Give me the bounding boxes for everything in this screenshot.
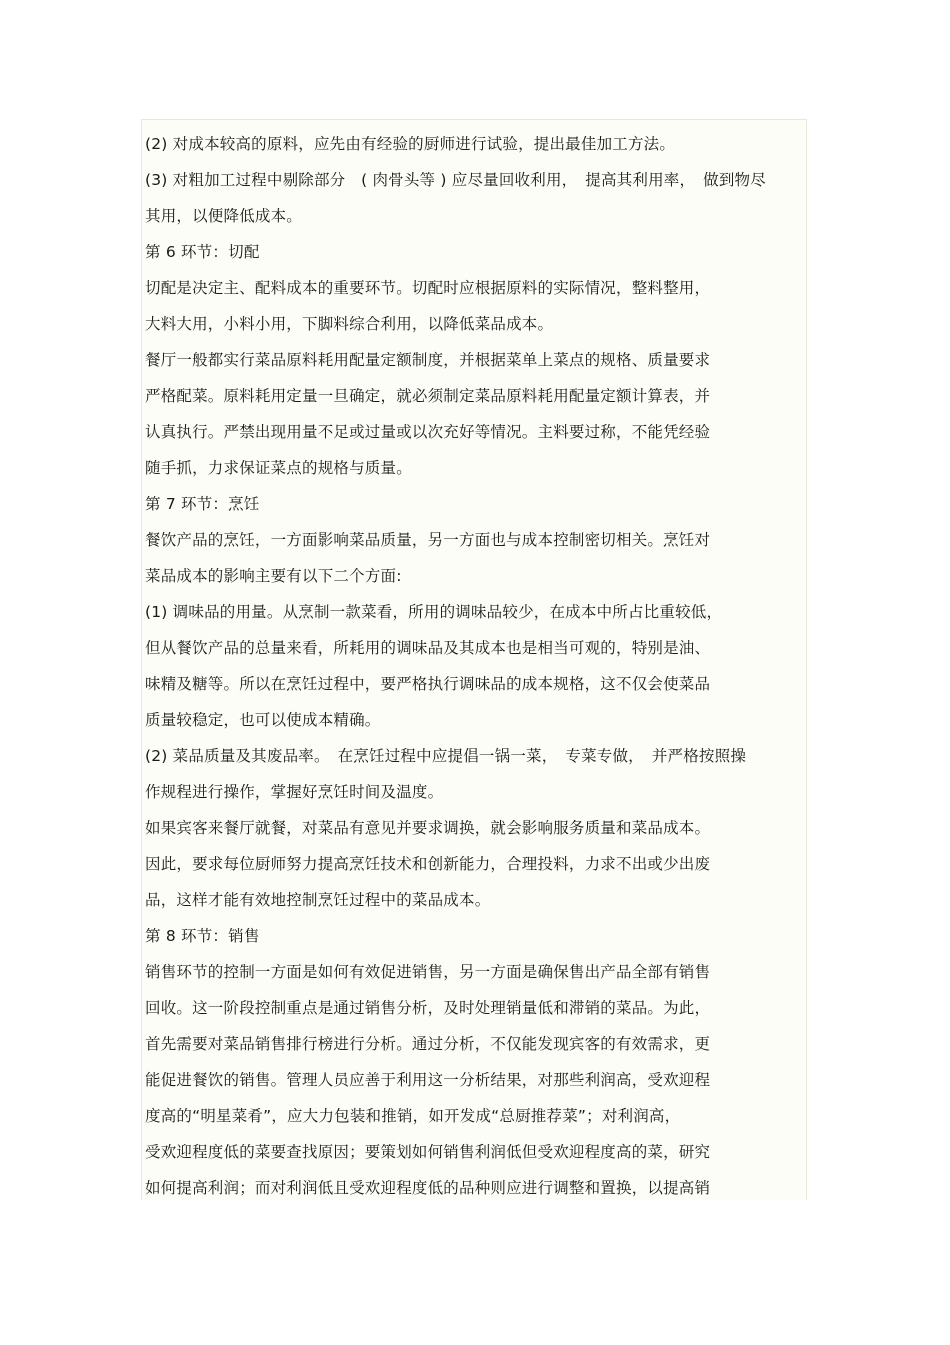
paragraph-line: 餐饮产品的烹饪，一方面影响菜品质量，另一方面也与成本控制密切相关。烹饪对 (145, 531, 711, 549)
paragraph-line: (3) 对粗加工过程中剔除部分 ( 肉骨头等 ) 应尽量回收利用， 提高其利用率， 做到物尽 (145, 171, 766, 189)
paragraph-line: 质量较稳定，也可以使成本精确。 (145, 711, 381, 729)
paragraph-line: 受欢迎程度低的菜要查找原因；要策划如何销售利润低但受欢迎程度高的菜，研究 (145, 1143, 711, 1161)
paragraph-line: 品，这样才能有效地控制烹饪过程中的菜品成本。 (145, 891, 491, 909)
paragraph-line: 菜品成本的影响主要有以下二个方面: (145, 567, 402, 585)
paragraph-line: 随手抓，力求保证菜点的规格与质量。 (145, 459, 412, 477)
paragraph-line: (2) 对成本较高的原料，应先由有经验的厨师进行试验，提出最佳加工方法。 (145, 135, 676, 153)
paragraph-line: 能促进餐饮的销售。管理人员应善于利用这一分析结果，对那些利润高，受欢迎程 (145, 1071, 711, 1089)
document-page (141, 119, 807, 1200)
paragraph-line: 其用，以便降低成本。 (145, 207, 303, 225)
paragraph-line: 因此，要求每位厨师努力提高烹饪技术和创新能力，合理投料，力求不出或少出废 (145, 855, 711, 873)
paragraph-line: 认真执行。严禁出现用量不足或过量或以次充好等情况。主料要过称，不能凭经验 (145, 423, 711, 441)
paragraph-line: 切配是决定主、配料成本的重要环节。切配时应根据原料的实际情况，整料整用， (145, 279, 711, 297)
paragraph-line: 度高的“明星菜肴”，应大力包装和推销，如开发成“总厨推荐菜”；对利润高， (145, 1107, 681, 1125)
paragraph-line: 首先需要对菜品销售排行榜进行分析。通过分析，不仅能发现宾客的有效需求，更 (145, 1035, 711, 1053)
paragraph-line: 作规程进行操作，掌握好烹饪时间及温度。 (145, 783, 444, 801)
section-heading: 第 6 环节：切配 (145, 243, 260, 261)
paragraph-line: 回收。这一阶段控制重点是通过销售分析，及时处理销量低和滞销的菜品。为此， (145, 999, 711, 1017)
paragraph-line: 严格配菜。原料耗用定量一旦确定，就必须制定菜品原料耗用配量定额计算表，并 (145, 387, 711, 405)
paragraph-line: 销售环节的控制一方面是如何有效促进销售，另一方面是确保售出产品全部有销售 (145, 963, 711, 981)
document-body (142, 126, 806, 1206)
paragraph-line: (1) 调味品的用量。从烹制一款菜看，所用的调味品较少，在成本中所占比重较低， (145, 603, 723, 621)
paragraph-line: 餐厅一般都实行菜品原料耗用配量定额制度，并根据菜单上菜点的规格、质量要求 (145, 351, 711, 369)
paragraph-line: 但从餐饮产品的总量来看，所耗用的调味品及其成本也是相当可观的，特别是油、 (145, 639, 711, 657)
paragraph-line: (2) 菜品质量及其废品率。 在烹饪过程中应提倡一锅一菜， 专菜专做， 并严格按照操 (145, 747, 747, 765)
section-heading: 第 7 环节：烹饪 (145, 495, 260, 513)
section-heading: 第 8 环节：销售 (145, 927, 260, 945)
paragraph-line: 味精及糖等。所以在烹饪过程中，要严格执行调味品的成本规格，这不仅会使菜品 (145, 675, 711, 693)
paragraph-line: 如何提高利润；而对利润低且受欢迎程度低的品种则应进行调整和置换，以提高销 (145, 1179, 711, 1197)
paragraph-line: 大料大用，小料小用，下脚料综合利用，以降低菜品成本。 (145, 315, 554, 333)
paragraph-line: 如果宾客来餐厅就餐，对菜品有意见并要求调换，就会影响服务质量和菜品成本。 (145, 819, 711, 837)
